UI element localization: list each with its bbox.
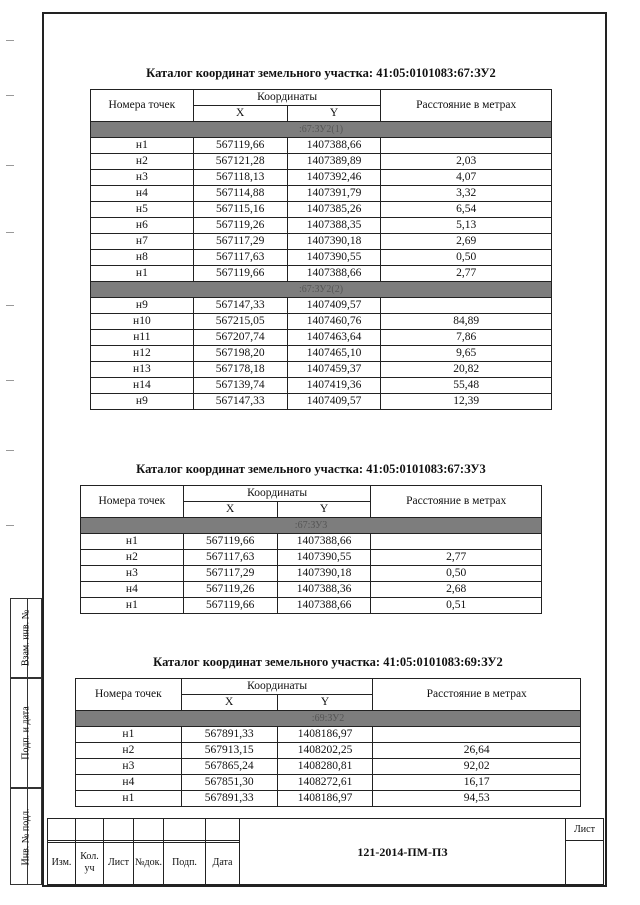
cell-distance: 92,02 [373, 759, 581, 775]
cell-y: 1407391,79 [287, 186, 381, 202]
cell-y: 1408202,25 [277, 743, 373, 759]
side-inv-label: Взам. инв. № [20, 609, 32, 667]
cell-point: н3 [76, 759, 182, 775]
cell-point: н11 [91, 330, 194, 346]
catalog-section [75, 655, 581, 807]
cell-y: 1407388,66 [277, 598, 371, 614]
group-rows [81, 518, 542, 614]
cell-distance: 3,32 [381, 186, 552, 202]
cell-x: 567115,16 [193, 202, 287, 218]
cell-point: н4 [81, 582, 184, 598]
cell-x: 567119,26 [183, 582, 277, 598]
cell-y: 1407389,89 [287, 154, 381, 170]
cell-point: н1 [91, 138, 194, 154]
cell-x: 567117,63 [193, 250, 287, 266]
stamp-label: Изм. [48, 842, 76, 884]
table-row [91, 298, 552, 314]
group-label: :67:ЗУ3 [81, 518, 542, 534]
header-points: Номера точек [81, 486, 184, 518]
group-band-row [81, 518, 542, 534]
cell-distance: 20,82 [381, 362, 552, 378]
cell-distance: 6,54 [381, 202, 552, 218]
cell-y: 1407388,36 [277, 582, 371, 598]
cell-x: 567119,66 [183, 598, 277, 614]
group-band-row [76, 711, 581, 727]
cell-y: 1407390,55 [287, 250, 381, 266]
group-band-row [91, 122, 552, 138]
table-row [91, 394, 552, 410]
stamp-label: Подп. [164, 842, 206, 884]
header-y: Y [277, 502, 371, 518]
coordinate-table [80, 485, 542, 614]
header-coords: Координаты [181, 679, 373, 695]
cell-point: н7 [91, 234, 194, 250]
stamp-label: Лист [104, 842, 134, 884]
cell-point: н2 [81, 550, 184, 566]
table-row [91, 234, 552, 250]
cell-x: 567118,13 [193, 170, 287, 186]
cell-distance: 16,17 [373, 775, 581, 791]
cell-point: н14 [91, 378, 194, 394]
table-row [81, 534, 542, 550]
cell-y: 1407388,66 [287, 266, 381, 282]
cell-point: н9 [91, 298, 194, 314]
table-row [91, 330, 552, 346]
cell-y: 1407419,36 [287, 378, 381, 394]
table-row [81, 582, 542, 598]
cell-point: н4 [91, 186, 194, 202]
header-coords: Координаты [183, 486, 371, 502]
cell-x: 567117,29 [183, 566, 277, 582]
cell-x: 567215,05 [193, 314, 287, 330]
cell-point: н8 [91, 250, 194, 266]
group-label: :67:ЗУ2(1) [91, 122, 552, 138]
sheet-label: Лист [566, 819, 604, 841]
cell-distance: 55,48 [381, 378, 552, 394]
cell-x: 567119,66 [193, 266, 287, 282]
cell-distance-spacer [371, 534, 542, 550]
group-rows [91, 122, 552, 282]
side-orig-label: Инв. № подл. [20, 808, 32, 865]
catalog-section [80, 462, 542, 614]
cell-point: н1 [91, 266, 194, 282]
group-label: :69:ЗУ2 [76, 711, 581, 727]
cell-distance: 0,50 [371, 566, 542, 582]
catalog-title: Каталог координат земельного участка: 41:05:0101083:67:ЗУ3 [136, 462, 486, 476]
cell-distance: 2,77 [381, 266, 552, 282]
cell-point: н1 [76, 727, 182, 743]
cell-x: 567147,33 [193, 298, 287, 314]
cell-distance-spacer [373, 727, 581, 743]
cell-distance: 5,13 [381, 218, 552, 234]
table-row [91, 154, 552, 170]
cell-x: 567119,66 [183, 534, 277, 550]
cell-distance: 7,86 [381, 330, 552, 346]
side-stamp-sign [10, 678, 42, 788]
coordinate-table [75, 678, 581, 807]
table-row [81, 550, 542, 566]
cell-distance: 2,03 [381, 154, 552, 170]
cell-y: 1407390,18 [287, 234, 381, 250]
side-stamp-orig [10, 788, 42, 885]
group-label: :67:ЗУ2(2) [91, 282, 552, 298]
cell-point: н4 [76, 775, 182, 791]
cell-point: н6 [91, 218, 194, 234]
header-x: X [181, 695, 277, 711]
cell-distance: 12,39 [381, 394, 552, 410]
table-row [91, 202, 552, 218]
cell-x: 567178,18 [193, 362, 287, 378]
header-x: X [183, 502, 277, 518]
table-row [91, 250, 552, 266]
cell-x: 567851,30 [181, 775, 277, 791]
cell-x: 567891,33 [181, 727, 277, 743]
table-row [91, 266, 552, 282]
cell-x: 567198,20 [193, 346, 287, 362]
cell-x: 567891,33 [181, 791, 277, 807]
header-x: X [193, 106, 287, 122]
cell-y: 1407392,46 [287, 170, 381, 186]
cell-y: 1407388,66 [287, 138, 381, 154]
stamp-label: Кол. уч [76, 842, 104, 884]
catalog-section [90, 66, 552, 410]
cell-y: 1407465,10 [287, 346, 381, 362]
cell-y: 1407390,55 [277, 550, 371, 566]
cell-y: 1407409,57 [287, 298, 381, 314]
table-row [76, 743, 581, 759]
stamp-label: Дата [206, 842, 240, 884]
side-stamp-inv [10, 598, 42, 678]
table-row [76, 775, 581, 791]
group-rows [91, 282, 552, 410]
cell-y: 1407385,26 [287, 202, 381, 218]
cell-distance: 2,69 [381, 234, 552, 250]
cell-x: 567117,63 [183, 550, 277, 566]
cell-point: н12 [91, 346, 194, 362]
cell-x: 567121,28 [193, 154, 287, 170]
cell-y: 1407390,18 [277, 566, 371, 582]
doc-number: 121-2014-ПМ-ПЗ [240, 819, 566, 885]
group-band-row [91, 282, 552, 298]
cell-y: 1408272,61 [277, 775, 373, 791]
cell-point: н1 [81, 534, 184, 550]
table-row [91, 138, 552, 154]
cell-point: н1 [76, 791, 182, 807]
cell-y: 1407463,64 [287, 330, 381, 346]
table-row [81, 598, 542, 614]
catalog-title: Каталог координат земельного участка: 41:05:0101083:67:ЗУ2 [146, 66, 496, 80]
cell-y: 1408186,97 [277, 791, 373, 807]
cell-y: 1407459,37 [287, 362, 381, 378]
cell-distance: 2,68 [371, 582, 542, 598]
cell-point: н10 [91, 314, 194, 330]
cell-x: 567865,24 [181, 759, 277, 775]
header-distance: Расстояние в метрах [381, 90, 552, 122]
cell-distance-spacer [381, 138, 552, 154]
cell-x: 567913,15 [181, 743, 277, 759]
cell-x: 567119,66 [193, 138, 287, 154]
table-row [91, 186, 552, 202]
header-points: Номера точек [91, 90, 194, 122]
cell-point: н9 [91, 394, 194, 410]
cell-x: 567139,74 [193, 378, 287, 394]
cell-point: н2 [76, 743, 182, 759]
cell-distance: 2,77 [371, 550, 542, 566]
cell-distance: 0,50 [381, 250, 552, 266]
cell-point: н5 [91, 202, 194, 218]
cell-y: 1407388,66 [277, 534, 371, 550]
table-row [91, 170, 552, 186]
cell-y: 1408280,81 [277, 759, 373, 775]
group-rows [76, 711, 581, 807]
table-row [91, 378, 552, 394]
cell-x: 567114,88 [193, 186, 287, 202]
header-coords: Координаты [193, 90, 381, 106]
title-block [47, 818, 604, 885]
sheet-number [566, 841, 604, 885]
cell-point: н3 [91, 170, 194, 186]
cell-distance: 0,51 [371, 598, 542, 614]
coordinate-table [90, 89, 552, 410]
cell-y: 1407409,57 [287, 394, 381, 410]
cell-point: н13 [91, 362, 194, 378]
cell-distance: 9,65 [381, 346, 552, 362]
cell-distance: 84,89 [381, 314, 552, 330]
table-row [76, 759, 581, 775]
table-row [76, 791, 581, 807]
table-row [76, 727, 581, 743]
cell-x: 567119,26 [193, 218, 287, 234]
cell-x: 567147,33 [193, 394, 287, 410]
side-sign-label: Подп. и дата [20, 706, 32, 760]
cell-point: н1 [81, 598, 184, 614]
header-y: Y [277, 695, 373, 711]
cell-y: 1408186,97 [277, 727, 373, 743]
header-distance: Расстояние в метрах [373, 679, 581, 711]
cell-distance: 26,64 [373, 743, 581, 759]
cell-point: н3 [81, 566, 184, 582]
cell-y: 1407460,76 [287, 314, 381, 330]
cell-point: н2 [91, 154, 194, 170]
table-row [91, 346, 552, 362]
table-row [91, 218, 552, 234]
header-points: Номера точек [76, 679, 182, 711]
header-distance: Расстояние в метрах [371, 486, 542, 518]
header-y: Y [287, 106, 381, 122]
stamp-label: №док. [134, 842, 164, 884]
cell-distance-spacer [381, 298, 552, 314]
cell-x: 567117,29 [193, 234, 287, 250]
catalog-title: Каталог координат земельного участка: 41:05:0101083:69:ЗУ2 [153, 655, 503, 669]
table-row [91, 314, 552, 330]
table-row [91, 362, 552, 378]
table-row [81, 566, 542, 582]
cell-y: 1407388,35 [287, 218, 381, 234]
cell-x: 567207,74 [193, 330, 287, 346]
cell-distance: 94,53 [373, 791, 581, 807]
cell-distance: 4,07 [381, 170, 552, 186]
